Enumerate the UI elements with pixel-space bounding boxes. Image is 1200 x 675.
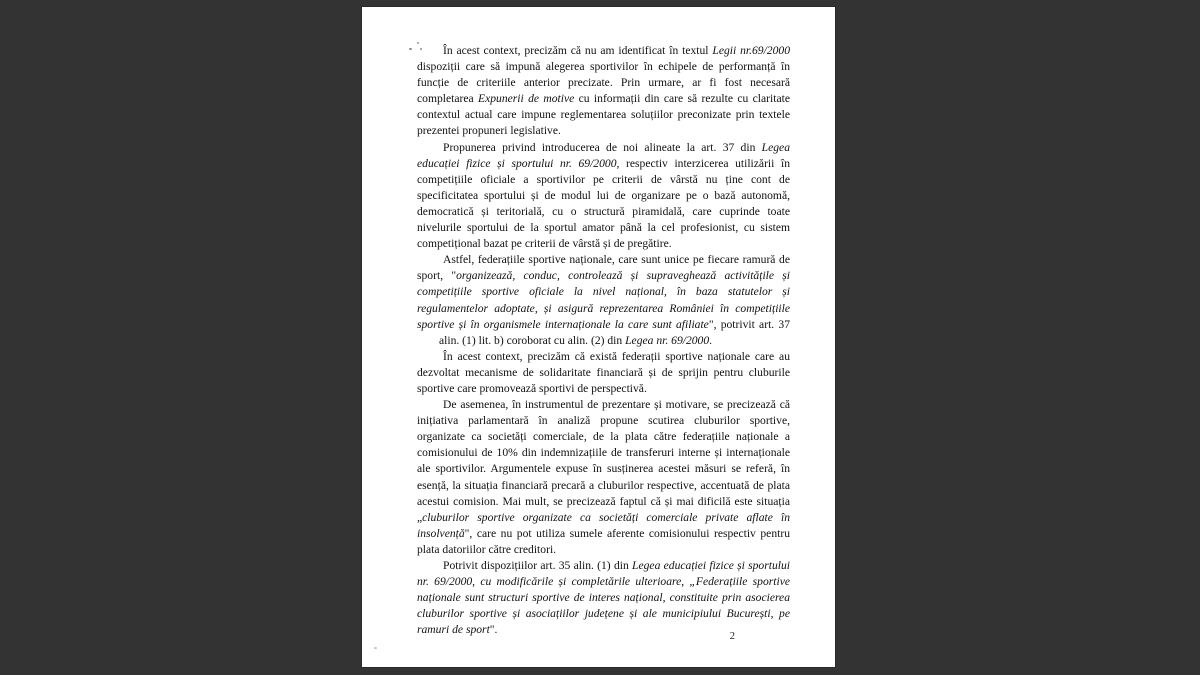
paragraph-1: În acest context, precizăm că nu am identificat în textul Legii nr.69/2000 dispoziții care să impună alegerea sportivilor în echipele de performanță în funcție de criteriile anterior precizate. Prin urmare, ar fi fost necesară completarea Expunerii de motive cu informații din care să rezulte cu claritate contextul actual care impune reglementarea soluțiilor preconizate prin textele prezentei propuneri legislative. xyxy=(417,44,790,138)
paragraph-5: De asemenea, în instrumentul de prezentare și motivare, se precizează că inițiativa parlamentară în analiză propune scutirea cluburilor sportive, organizate ca societăți comerciale, de la plata către federațiile naționale a comisionului de 10% din indemnizațiile de transferuri interne și internaționale ale sportivilor. Argumentele expuse în susținerea acestei măsuri se referă, în esență, la situația financiară precară a cluburilor respective, accentuată de plata acestui comision. Mai mult, se precizează faptul că și mai dificilă este situația „cluburilor sportive organizate ca societăți comerciale private aflate în insolvență", care nu pot utiliza sumele aferente comisionului respectiv pentru plata datoriilor către creditori. xyxy=(417,398,790,556)
paragraph-2: Propunerea privind introducerea de noi alineate la art. 37 din Legea educației fizice și sportului nr. 69/2000, respectiv interzicerea utilizării în competițiile oficiale a sportivilor pe criterii de vârstă nu ține cont de specificitatea sportului și de modul lui de organizare pe o bază autonomă, democratică și teritorială, cu o structură piramidală, care cuprinde toate nivelurile sportului de la sportul amator până la cel profesionist, cu sistem competițional bazat pe criterii de vârstă și de pregătire. xyxy=(417,140,790,251)
document-page xyxy=(362,7,835,667)
paragraph-4: În acest context, precizăm că există federații sportive naționale care au dezvoltat mecanisme de solidaritate financiară și de sprijin pentru cluburile sportive care promovează sportivi de perspectivă. xyxy=(417,349,790,395)
scan-artifact-speck xyxy=(374,647,377,649)
page-text-block xyxy=(417,43,790,638)
page-number: 2 xyxy=(729,631,735,642)
scan-artifact-speck xyxy=(409,48,412,50)
paragraph-3: Astfel, federațiile sportive naționale, care sunt unice pe fiecare ramură de sport, "organizează, conduc, controlează și supraveghează activitățile și competițiile sportive oficiale la nivel național, în baza statutelor și regulamentelor adoptate, și asigură reprezentarea României în competițiile sportive și în organismele internaționale la care sunt afiliate", potrivit art. 37alin. (1) lit. b) coroborat cu alin. (2) din Legea nr. 69/2000. xyxy=(417,253,791,347)
paragraph-6: Potrivit dispozițiilor art. 35 alin. (1) din Legea educației fizice și sportului nr. 69/2000, cu modificările și completările ulterioare, „Federațiile sportive naționale sunt structuri sportive de interes național, constituite prin asocierea cluburilor sportive și asociațiilor județene și ale municipiului București, pe ramuri de sport". xyxy=(417,559,790,637)
